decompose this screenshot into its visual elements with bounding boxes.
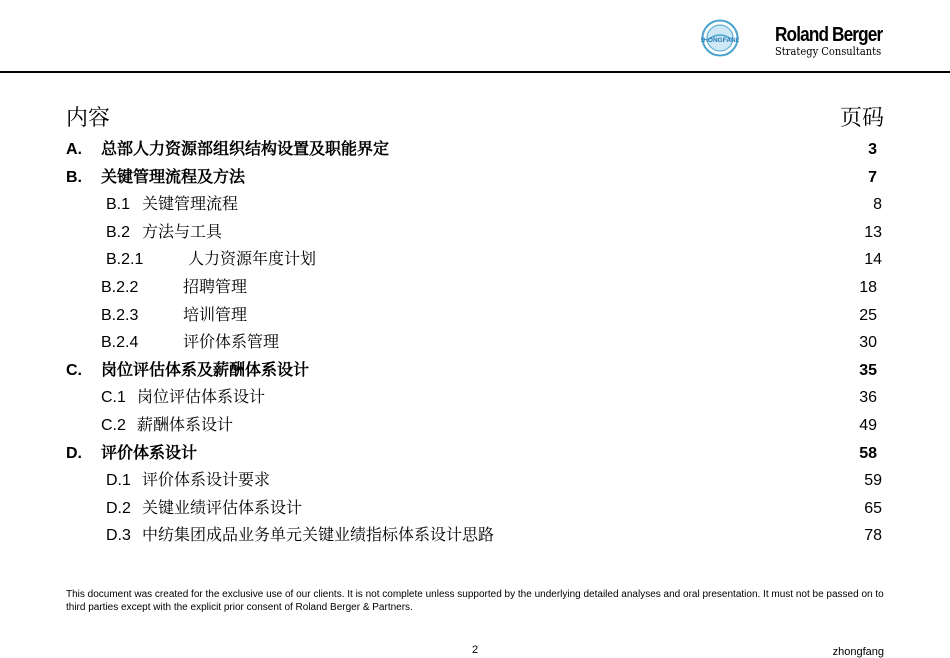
toc-subsection-code: D.1 <box>106 472 131 490</box>
page-number: 2 <box>472 644 479 656</box>
toc-subsection-code: C.2 <box>101 417 126 434</box>
toc-page-number: 36 <box>859 389 877 407</box>
toc-row <box>0 138 950 162</box>
toc-title: 总部人力资源部组织结构设置及职能界定 <box>101 141 390 158</box>
toc-page-number: 35 <box>859 361 877 379</box>
toc-row <box>0 442 950 466</box>
toc-subsection-code: C.1 <box>101 389 126 407</box>
toc-title: 关键业绩评估体系设计 <box>142 499 303 517</box>
brand-name: Roland Berger <box>775 24 883 46</box>
toc-section-letter: A. <box>66 141 82 158</box>
disclaimer: This document was created for the exclusive use of our clients. It is not complete unless supported by the underlying detailed analyses and oral presentation. It must not be passed on to third parties except with the explicit prior consent of Roland Berger & Partners. <box>66 589 884 613</box>
toc-row <box>0 414 950 438</box>
toc-title: 招聘管理 <box>183 279 248 296</box>
toc-title: 评价体系设计 <box>101 444 198 462</box>
brand-logo <box>775 24 887 58</box>
toc-title: 评价体系设计要求 <box>142 472 271 490</box>
page-column-heading: 页码 <box>839 105 884 130</box>
toc-title: 关键管理流程及方法 <box>101 168 246 186</box>
toc-page-number: 78 <box>864 527 882 545</box>
toc-row <box>0 166 950 190</box>
toc-row <box>0 359 950 383</box>
footer-client-name: zhongfang <box>832 646 884 658</box>
toc-subsection-code: B.2 <box>106 223 131 241</box>
client-logo <box>701 19 739 57</box>
toc-row <box>0 524 950 548</box>
toc-subsection-code: B.2.3 <box>101 306 139 324</box>
toc-title: 岗位评估体系设计 <box>137 389 266 407</box>
toc-page-number: 58 <box>859 444 877 462</box>
toc-page-number: 59 <box>864 472 882 490</box>
toc-heading: 内容 <box>66 105 111 130</box>
toc-page-number: 25 <box>859 306 877 324</box>
toc-section-letter: C. <box>66 361 82 379</box>
toc-subsection-code: B.2.1 <box>106 251 144 269</box>
toc-row <box>0 276 950 300</box>
toc-subsection-code: B.2.2 <box>101 279 139 296</box>
toc-title: 岗位评估体系及薪酬体系设计 <box>101 361 310 379</box>
toc-title: 方法与工具 <box>142 223 223 241</box>
toc-row <box>0 248 950 272</box>
client-logo-text: ZHONGFANG <box>701 37 739 44</box>
toc-page-number: 8 <box>873 196 882 214</box>
toc-subsection-code: D.3 <box>106 527 131 545</box>
toc-page-number: 49 <box>859 417 877 434</box>
toc-section-letter: B. <box>66 168 82 186</box>
toc-row <box>0 469 950 493</box>
toc-row <box>0 331 950 355</box>
toc-page-number: 14 <box>864 251 882 269</box>
toc-title: 评价体系管理 <box>183 334 280 352</box>
toc-title: 关键管理流程 <box>142 196 239 214</box>
toc-page-number: 13 <box>864 223 882 241</box>
toc-title: 中纺集团成品业务单元关键业绩指标体系设计思路 <box>142 527 495 545</box>
header-divider <box>0 71 950 73</box>
toc-page-number: 18 <box>859 279 877 296</box>
toc-row <box>0 497 950 521</box>
toc-subsection-code: B.2.4 <box>101 334 139 352</box>
toc-subsection-code: B.1 <box>106 196 131 214</box>
toc-page-number: 30 <box>859 334 877 352</box>
toc-page-number: 65 <box>864 499 882 517</box>
toc-subsection-code: D.2 <box>106 499 131 517</box>
toc-section-letter: D. <box>66 444 82 462</box>
toc-row <box>0 221 950 245</box>
toc-row <box>0 304 950 328</box>
toc-row <box>0 386 950 410</box>
toc-title: 薪酬体系设计 <box>137 417 234 434</box>
toc-page-number: 3 <box>868 141 877 158</box>
toc-title: 培训管理 <box>183 306 248 324</box>
toc-title: 人力资源年度计划 <box>188 251 317 269</box>
toc-page-number: 7 <box>868 168 877 186</box>
brand-subtitle: Strategy Consultants <box>775 45 882 58</box>
toc-row <box>0 193 950 217</box>
